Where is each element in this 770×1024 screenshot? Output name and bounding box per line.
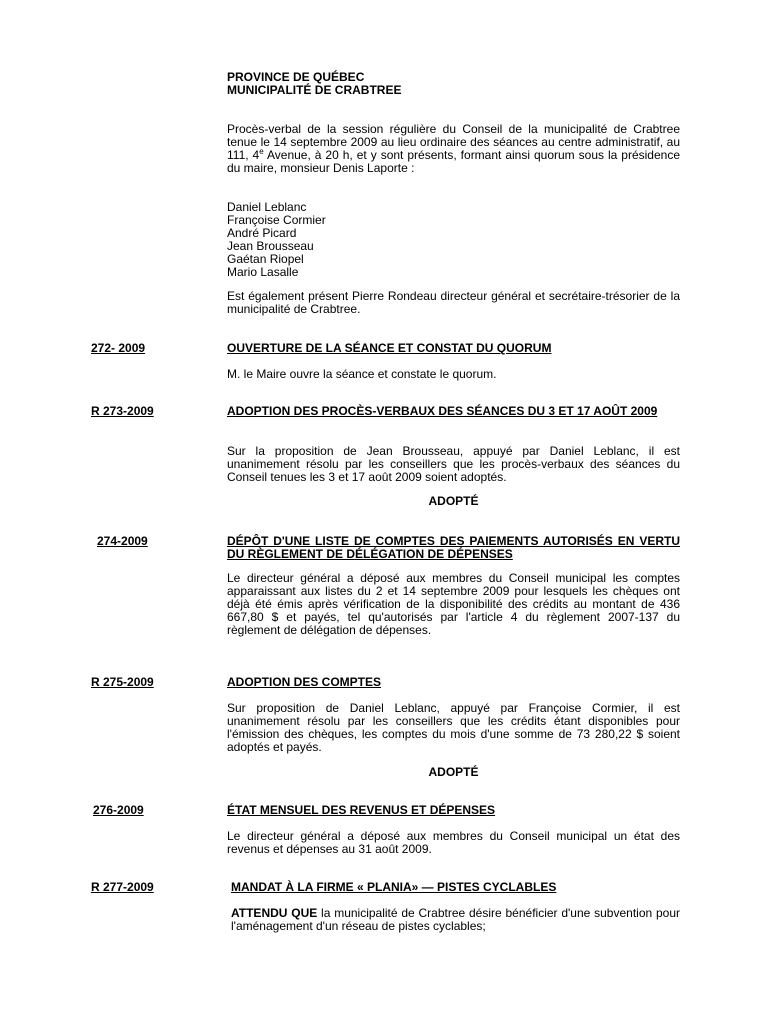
province-heading: PROVINCE DE QUÉBEC <box>227 70 365 84</box>
section-body: Sur la proposition de Jean Brousseau, appuyé par Daniel Leblanc, il est unanimement résolu par les conseillers que les procès-verbaux des séances du Conseil tenues les 3 et 17 août 2009 soient adoptés. <box>227 444 680 484</box>
attendee: Gaétan Riopel <box>227 252 304 266</box>
section-title: OUVERTURE DE LA SÉANCE ET CONSTAT DU QUORUM <box>227 341 552 355</box>
attendee-list <box>227 201 680 279</box>
adopted-label: ADOPTÉ <box>428 765 479 779</box>
section-body: Le directeur général a déposé aux membres du Conseil municipal un état des revenus et dépenses au 31 août 2009. <box>227 829 680 856</box>
document-header <box>227 71 401 97</box>
resolution-number: R 273-2009 <box>91 404 154 418</box>
section-title: ADOPTION DES PROCÈS-VERBAUX DES SÉANCES DU 3 ET 17 AOÛT 2009 <box>227 404 658 418</box>
resolution-number: 276-2009 <box>93 803 144 817</box>
attendee: Mario Lasalle <box>227 265 299 279</box>
intro-text-a: Procès-verbal de la session régulière du Conseil de la municipalité de Crabtree tenue le 14 septembre 2009 au lieu ordinaire des séances au centre administratif, au 111, 4 <box>227 122 680 162</box>
resolution-number: 274-2009 <box>97 534 148 548</box>
whereas-keyword: ATTENDU QUE <box>231 906 318 920</box>
intro-paragraph <box>227 123 680 175</box>
attendee: Daniel Leblanc <box>227 200 307 214</box>
section-body <box>231 907 680 933</box>
intro-superscript: e <box>259 147 264 156</box>
intro-text-b: Avenue, à 20 h, et y sont présents, formant ainsi quorum sous la présidence du maire, monsieur Denis Laporte : <box>227 148 680 175</box>
section-body: M. le Maire ouvre la séance et constate le quorum. <box>227 367 497 381</box>
section-body: Sur proposition de Daniel Leblanc, appuyé par Françoise Cormier, il est unanimement résolu par les conseillers que les crédits étant disponibles pour l'émission des chèques, les comptes du mois d'une somme de 73 280,22 $ soient adoptés et payés. <box>227 701 680 754</box>
resolution-number: R 277-2009 <box>91 880 154 894</box>
attendee: André Picard <box>227 226 297 240</box>
whereas-text: la municipalité de Crabtree désire bénéficier d'une subvention pour l'aménagement d'un réseau de pistes cyclables; <box>231 906 680 933</box>
section-title: DÉPÔT D'UNE LISTE DE COMPTES DES PAIEMENTS AUTORISÉS EN VERTU DU RÈGLEMENT DE DÉLÉGATION DE DÉPENSES <box>227 534 680 561</box>
section-title: MANDAT À LA FIRME « PLANIA» — PISTES CYCLABLES <box>231 880 557 894</box>
adopted-label: ADOPTÉ <box>428 494 479 508</box>
section-title: ADOPTION DES COMPTES <box>227 675 382 689</box>
section-title: ÉTAT MENSUEL DES REVENUS ET DÉPENSES <box>227 803 496 817</box>
attendee: Jean Brousseau <box>227 239 314 253</box>
resolution-number: 272- 2009 <box>91 341 146 355</box>
also-present-paragraph: Est également présent Pierre Rondeau directeur général et secrétaire-trésorier de la municipalité de Crabtree. <box>227 289 680 316</box>
section-body: Le directeur général a déposé aux membres du Conseil municipal les comptes apparaissant aux listes du 2 et 14 septembre 2009 pour lesquels les chèques ont déjà été émis après vérification de la disponibilité des crédits au montant de 436 667,80 $ et payés, tel qu'autorisés par l'article 4 du règlement 2007-137 du règlement de délégation de dépenses. <box>227 571 680 637</box>
resolution-number: R 275-2009 <box>91 675 154 689</box>
municipality-heading: MUNICIPALITÉ DE CRABTREE <box>227 83 402 97</box>
attendee: Françoise Cormier <box>227 213 326 227</box>
